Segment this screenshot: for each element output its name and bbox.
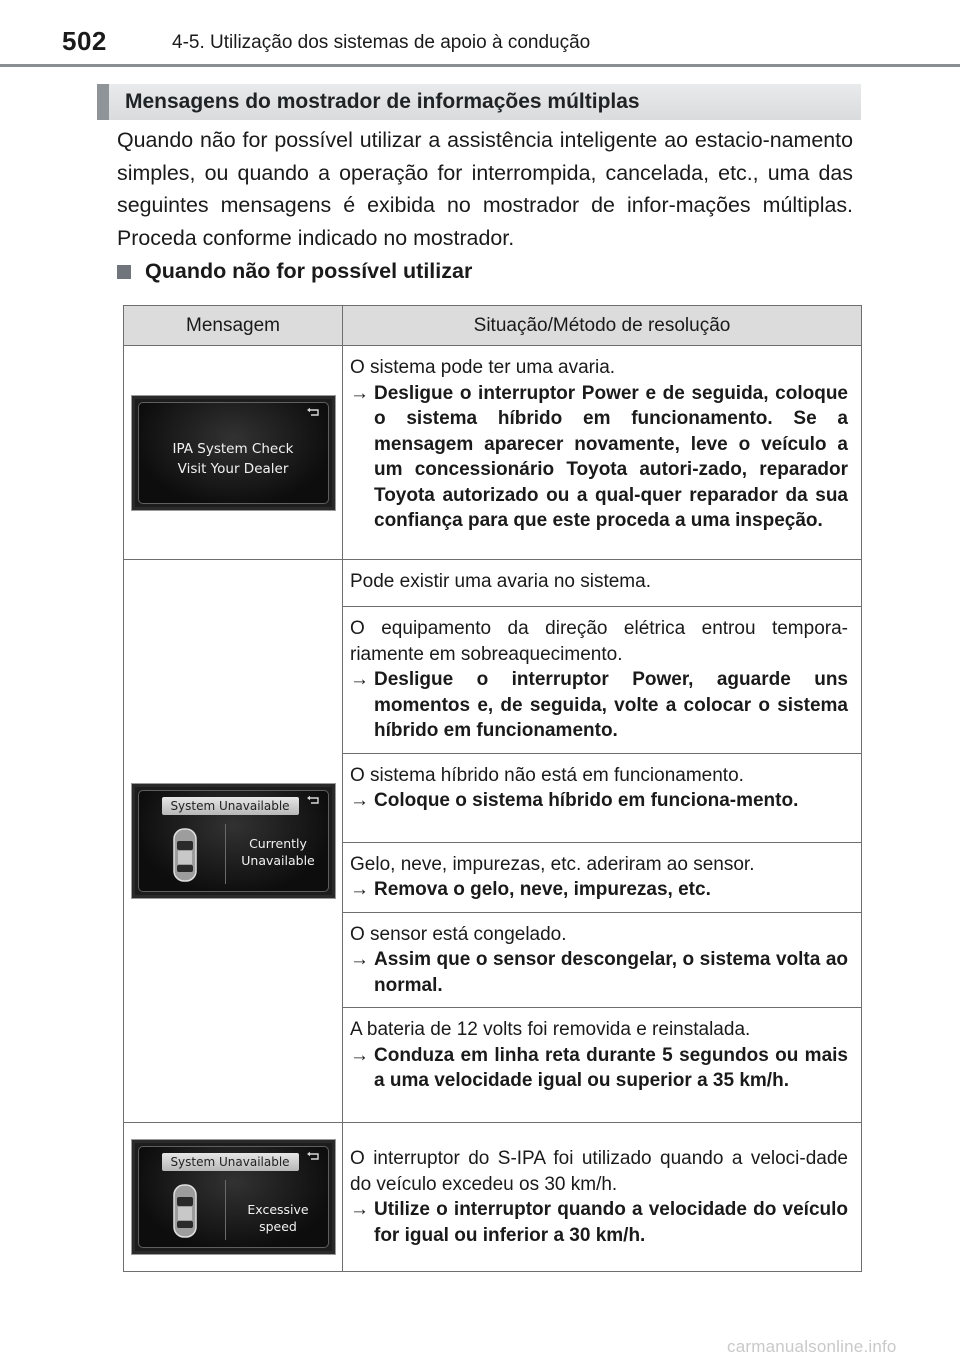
situation-cell xyxy=(343,1008,862,1123)
section-title: Mensagens do mostrador de informações múltiplas xyxy=(125,90,640,113)
arrow-right-icon: → xyxy=(350,669,369,690)
situation-text: O interruptor do S-IPA foi utilizado quando a veloci-dade do veículo excedeu os 30 km/h. xyxy=(350,1148,848,1195)
resolution xyxy=(350,667,848,744)
back-arrow-icon xyxy=(306,1151,321,1161)
resolution xyxy=(350,788,848,814)
header-rule xyxy=(0,64,960,67)
arrow-right-icon: → xyxy=(350,1199,369,1220)
car-top-view-icon xyxy=(172,1183,198,1239)
screen-text-line: Excessive speed xyxy=(247,1202,309,1234)
resolution-text: Conduza em linha reta durante 5 segundos ou mais a uma velocidade igual ou superior a 35 km/h. xyxy=(374,1044,848,1091)
situation-text: A bateria de 12 volts foi removida e reinstalada. xyxy=(350,1019,751,1040)
situation-cell xyxy=(343,912,862,1008)
display-screen-system-check xyxy=(131,395,336,511)
message-image-cell xyxy=(124,560,343,1123)
square-bullet-icon xyxy=(117,265,131,279)
resolution-text: Assim que o sensor descongelar, o sistema volta ao normal. xyxy=(374,949,848,996)
display-screen-system-unavailable xyxy=(131,783,336,899)
car-top-view-icon xyxy=(172,827,198,883)
arrow-right-icon: → xyxy=(350,1044,369,1066)
situation-text: O sensor está congelado. xyxy=(350,923,567,945)
situation-cell xyxy=(343,346,862,560)
resolution-text: Remova o gelo, neve, impurezas, etc. xyxy=(374,879,711,900)
status-bar: System Unavailable xyxy=(162,1153,299,1171)
resolution xyxy=(350,1197,848,1248)
table-row xyxy=(124,560,862,607)
table-header-row xyxy=(124,306,862,346)
arrow-right-icon: → xyxy=(350,879,369,900)
message-image-cell xyxy=(124,346,343,560)
resolution xyxy=(350,947,848,998)
intro-paragraph: Quando não for possível utilizar a assistência inteligente ao estacio-namento simples, ou quando a operação for interrompida, cancelada, etc., uma das seguintes mensagens é exibida no mostrador de infor-mações múltiplas. Proceda conforme indicado no mostrador. xyxy=(117,128,853,250)
running-title: 4-5. Utilização dos sistemas de apoio à condução xyxy=(172,32,591,53)
situation-cell xyxy=(343,1123,862,1272)
message-table xyxy=(123,305,862,1272)
arrow-right-icon: → xyxy=(350,949,369,970)
back-arrow-icon xyxy=(306,795,321,805)
resolution xyxy=(350,877,848,903)
resolution xyxy=(350,1043,848,1094)
page-number: 502 xyxy=(62,26,107,56)
message-image-cell xyxy=(124,1123,343,1272)
subheading-text: Quando não for possível utilizar xyxy=(145,259,473,283)
resolution-text: Desligue o interruptor Power, aguarde uns momentos e, de seguida, volte a colocar o sistema híbrido em funcionamento. xyxy=(374,669,848,741)
screen-text-line: Currently xyxy=(249,836,307,851)
situation-text: Pode existir uma avaria no sistema. xyxy=(350,571,651,592)
situation-cell xyxy=(343,753,862,842)
situation-text: O sistema híbrido não está em funcionamento. xyxy=(350,764,744,786)
situation-text: O equipamento da direção elétrica entrou tempora-riamente em sobreaquecimento. xyxy=(350,618,848,665)
screen-text-line: Visit Your Dealer xyxy=(177,460,289,477)
header-situation: Situação/Método de resolução xyxy=(343,306,862,346)
situation-cell xyxy=(343,842,862,912)
situation-cell xyxy=(343,607,862,754)
screen-divider xyxy=(225,824,226,884)
display-screen-excessive-speed xyxy=(131,1139,336,1255)
resolution-text: Desligue o interruptor Power e de seguida, coloque o sistema híbrido em funcionamento. Se a mensagem aparecer novamente, leve o veículo a um concessionário Toyota autori-zado, reparador Toyota autorizado ou a qual-quer reparador da sua confiança para que este proceda a uma inspeção. xyxy=(374,382,848,531)
section-heading-bar xyxy=(97,84,861,120)
table-row xyxy=(124,1123,862,1272)
watermark: carmanualsonline.info xyxy=(727,1337,897,1356)
resolution-text: Coloque o sistema híbrido em funciona-mento. xyxy=(374,790,799,811)
resolution xyxy=(350,381,848,534)
screen-text-line: IPA System Check xyxy=(172,440,294,457)
subheading xyxy=(117,259,472,284)
situation-text: Gelo, neve, impurezas, etc. aderiram ao sensor. xyxy=(350,853,755,875)
screen-text-line: Unavailable xyxy=(241,853,315,868)
header-message: Mensagem xyxy=(124,306,343,346)
situation-cell xyxy=(343,560,862,607)
screen-divider xyxy=(225,1180,226,1240)
situation-text: O sistema pode ter uma avaria. xyxy=(350,357,616,378)
back-arrow-icon xyxy=(306,407,321,417)
table-row xyxy=(124,346,862,560)
status-bar: System Unavailable xyxy=(162,797,299,815)
arrow-right-icon: → xyxy=(350,790,369,811)
arrow-right-icon: → xyxy=(350,382,369,404)
resolution-text: Utilize o interruptor quando a velocidade do veículo for igual ou inferior a 30 km/h. xyxy=(374,1199,848,1246)
